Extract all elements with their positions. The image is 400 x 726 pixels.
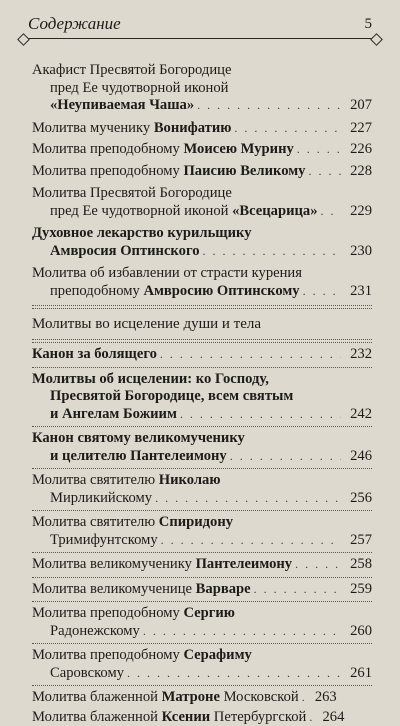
leader-dots: [254, 581, 341, 599]
leader-dots: [302, 689, 306, 707]
header-page-number: 5: [365, 16, 373, 33]
toc-entry-name: Варваре: [196, 581, 251, 597]
toc-entry-title: Амвросия Оптинского: [50, 243, 200, 261]
leader-dots: [297, 141, 341, 159]
toc-page-number: 256: [344, 490, 372, 508]
toc-entry[interactable]: [32, 141, 372, 159]
entry-divider: [32, 643, 372, 644]
toc-entry-title: Пресвятой Богородице, всем святым: [32, 388, 372, 406]
toc-entry-text: Московской: [220, 689, 299, 705]
toc-entry-name: Сергию: [183, 605, 235, 621]
toc-entry-title: и Ангелам Божиим: [50, 406, 177, 424]
entry-divider: [32, 510, 372, 511]
toc-page-number: 229: [344, 203, 372, 221]
toc-entry[interactable]: [32, 430, 372, 465]
toc-entry-text: Мирликийскому: [50, 490, 152, 508]
toc-entry[interactable]: [32, 225, 372, 260]
leader-dots: [303, 283, 341, 301]
toc-page-number: 261: [344, 665, 372, 683]
toc-entry-text: пред Ее чудотворной иконой: [50, 203, 232, 219]
toc-entry[interactable]: [32, 185, 372, 220]
toc-page-number: 232: [344, 346, 372, 364]
toc-entry-text: преподобному: [50, 283, 143, 299]
toc-entry-text: Молитва святителю: [32, 514, 159, 530]
toc-page-number: 242: [344, 406, 372, 424]
toc-entry-name: Амвросию Оптинскому: [143, 283, 299, 299]
toc-entry-name: Пантелеимону: [196, 556, 293, 572]
toc-page-number: 207: [344, 97, 372, 115]
toc-entry-text: Молитва блаженной: [32, 709, 162, 725]
entry-divider: [32, 468, 372, 469]
leader-dots: [155, 490, 341, 508]
toc-page-number: 228: [344, 163, 372, 181]
toc-entry[interactable]: [32, 647, 372, 682]
toc-entry-text: Саровскому: [50, 665, 124, 683]
toc-page-number: 226: [344, 141, 372, 159]
toc-entry-text: Молитва великомученице: [32, 581, 196, 597]
leader-dots: [308, 163, 341, 181]
leader-dots: [203, 243, 341, 261]
toc-entry[interactable]: [32, 556, 372, 574]
entry-divider: [32, 367, 372, 368]
toc-entry[interactable]: [32, 120, 372, 138]
leader-dots: [161, 532, 341, 550]
toc-entry[interactable]: [32, 265, 372, 300]
leader-dots: [234, 120, 341, 138]
toc-entry[interactable]: [32, 62, 372, 115]
toc-entry-title: Канон за болящего: [32, 346, 157, 364]
entry-divider: [32, 426, 372, 427]
leader-dots: [321, 203, 341, 221]
toc-entry-name: Спиридону: [159, 514, 233, 530]
toc-page-number: 231: [344, 283, 372, 301]
toc-entry-name: Матроне: [162, 689, 220, 705]
table-of-contents: [32, 62, 372, 726]
toc-entry-text: Радонежскому: [50, 623, 140, 641]
toc-entry[interactable]: [32, 514, 372, 549]
leader-dots: [295, 556, 341, 574]
toc-entry-text: Молитва Пресвятой Богородице: [32, 185, 372, 203]
toc-entry-name: Моисею Мурину: [183, 141, 293, 157]
toc-entry-name: Паисию Великому: [183, 163, 305, 179]
toc-page-number: 259: [344, 581, 372, 599]
toc-entry[interactable]: [32, 163, 372, 181]
toc-page-number: 264: [316, 709, 344, 726]
toc-entry-text: Молитва преподобному: [32, 163, 183, 179]
toc-entry[interactable]: [32, 709, 372, 726]
toc-page-number: 257: [344, 532, 372, 550]
toc-entry[interactable]: [32, 605, 372, 640]
toc-entry-text: Молитва преподобному: [32, 141, 183, 157]
toc-entry-text: Молитва преподобному: [32, 605, 183, 621]
toc-entry-name: Ксении: [162, 709, 211, 725]
toc-entry-text: Молитва великомученику: [32, 556, 196, 572]
toc-page-number: 260: [344, 623, 372, 641]
section-heading: Молитвы во исцеление души и тела: [32, 312, 372, 336]
entry-divider: [32, 601, 372, 602]
toc-entry-title: Духовное лекарство курильщику: [32, 225, 372, 243]
toc-entry-text: Тримифунтскому: [50, 532, 158, 550]
toc-entry-text: Молитва святителю: [32, 472, 159, 488]
toc-page-number: 258: [344, 556, 372, 574]
toc-entry-name: Николаю: [159, 472, 221, 488]
toc-entry[interactable]: [32, 346, 372, 364]
toc-entry-title: и целителю Пантелеимону: [50, 448, 227, 466]
toc-entry-name: Вонифатию: [154, 120, 232, 136]
leader-dots: [230, 448, 341, 466]
toc-entry[interactable]: [32, 581, 372, 599]
header-rule: [22, 38, 378, 39]
toc-entry-text: пред Ее чудотворной иконой: [32, 80, 372, 98]
leader-dots: [143, 623, 341, 641]
toc-entry-text: Акафист Пресвятой Богородице: [32, 62, 372, 80]
section-divider: [32, 305, 372, 309]
toc-page-number: 227: [344, 120, 372, 138]
toc-entry-name: Серафиму: [183, 647, 251, 663]
toc-entry-text: Молитва блаженной: [32, 689, 162, 705]
entry-divider: [32, 552, 372, 553]
leader-dots: [127, 665, 341, 683]
section-divider: [32, 339, 372, 343]
header-title: Содержание: [28, 14, 121, 34]
toc-page-number: 230: [344, 243, 372, 261]
toc-entry-name: «Всецарица»: [232, 203, 317, 219]
leader-dots: [197, 97, 341, 115]
entry-divider: [32, 577, 372, 578]
toc-entry-title: «Неупиваемая Чаша»: [50, 97, 194, 115]
toc-entry-text: Молитва об избавлении от страсти курения: [32, 265, 372, 283]
entry-divider: [32, 685, 372, 686]
leader-dots: [180, 406, 341, 424]
leader-dots: [309, 709, 313, 726]
toc-entry-title: Канон святому великомученику: [32, 430, 372, 448]
toc-entry-text: Молитва преподобному: [32, 647, 183, 663]
toc-entry-title: Молитвы об исцелении: ко Господу,: [32, 371, 372, 389]
toc-entry-text: Молитва мученику: [32, 120, 154, 136]
toc-page-number: 263: [309, 689, 337, 707]
leader-dots: [160, 346, 341, 364]
toc-entry[interactable]: [32, 371, 372, 424]
page-header: [22, 14, 378, 40]
toc-entry[interactable]: [32, 689, 372, 707]
toc-entry[interactable]: [32, 472, 372, 507]
toc-entry-text: Петербургской: [210, 709, 306, 725]
toc-page-number: 246: [344, 448, 372, 466]
